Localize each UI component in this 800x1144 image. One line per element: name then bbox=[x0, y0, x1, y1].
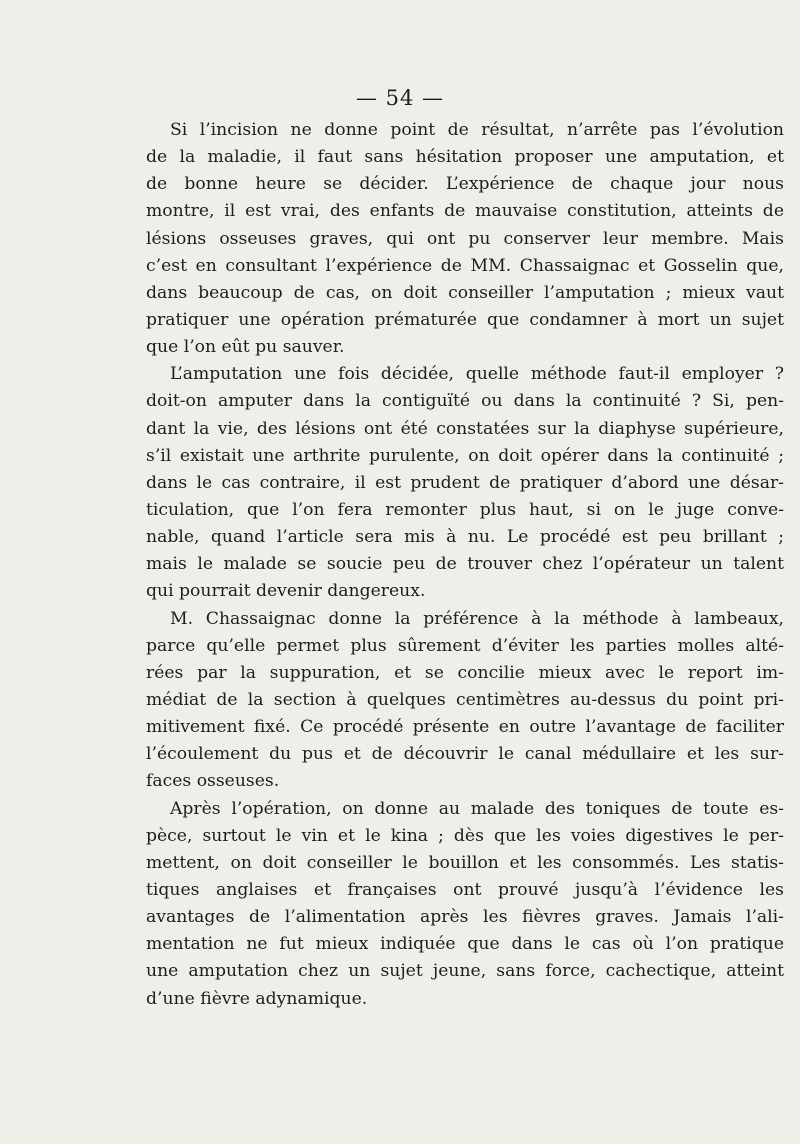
text-line: Si l’incision ne donne point de résultat, n’arrête pas l’évolution bbox=[170, 120, 784, 140]
text-line: mentation ne fut mieux indiquée que dans le cas où l’on pratique bbox=[146, 934, 784, 955]
text-line: pratiquer une opération prématurée que condamner à mort un sujet bbox=[146, 309, 784, 330]
text-line: M. Chassaignac donne la préférence à la méthode à lambeaux, bbox=[170, 608, 784, 629]
text-line: pèce, surtout le vin et le kina ; dès que les voies digestives le per- bbox=[146, 825, 784, 846]
text-line: l’écoulement du pus et de découvrir le canal médullaire et les sur- bbox=[146, 744, 784, 765]
paragraph bbox=[146, 796, 784, 1013]
text-line: nable, quand l’article sera mis à nu. Le procédé est peu brillant ; bbox=[146, 527, 784, 548]
text-line: tiques anglaises et françaises ont prouvé jusqu’à l’évidence les bbox=[146, 879, 784, 900]
text-line: d’une fièvre adynamique. bbox=[146, 988, 368, 1009]
text-line: dant la vie, des lésions ont été constatées sur la diaphyse supérieure, bbox=[146, 418, 784, 439]
text-line: une amputation chez un sujet jeune, sans force, cachectique, atteint bbox=[146, 961, 784, 982]
text-line: qui pourrait devenir dangereux. bbox=[146, 581, 426, 602]
text-line: L’amputation une fois décidée, quelle méthode faut-il employer ? bbox=[170, 364, 784, 385]
text-line: avantages de l’alimentation après les fièvres graves. Jamais l’ali- bbox=[146, 907, 784, 928]
text-line: montre, il est vrai, des enfants de mauvaise constitution, atteints de bbox=[146, 201, 784, 222]
text-line: médiat de la section à quelques centimètres au-dessus du point pri- bbox=[146, 689, 784, 710]
paragraph bbox=[146, 606, 784, 796]
text-line: mais le malade se soucie peu de trouver chez l’opérateur un talent bbox=[146, 554, 784, 575]
text-line: dans le cas contraire, il est prudent de pratiquer d’abord une désar- bbox=[146, 472, 784, 493]
body-text bbox=[146, 117, 784, 1013]
text-line: mettent, on doit conseiller le bouillon et les consommés. Les statis- bbox=[146, 852, 784, 873]
paragraph bbox=[146, 117, 784, 361]
text-line: doit-on amputer dans la contiguïté ou dans la continuité ? Si, pen- bbox=[146, 391, 784, 412]
text-line: dans beaucoup de cas, on doit conseiller l’amputation ; mieux vaut bbox=[146, 282, 784, 303]
text-line: Après l’opération, on donne au malade des toniques de toute es- bbox=[170, 798, 784, 819]
text-line: que l’on eût pu sauver. bbox=[146, 337, 345, 358]
text-line: s’il existait une arthrite purulente, on doit opérer dans la continuité ; bbox=[146, 445, 784, 466]
text-line: mitivement fixé. Ce procédé présente en outre l’avantage de faciliter bbox=[146, 717, 784, 738]
text-line: parce qu’elle permet plus sûrement d’éviter les parties molles alté- bbox=[146, 635, 784, 656]
paragraph bbox=[146, 361, 784, 605]
text-line: de bonne heure se décider. L’expérience de chaque jour nous bbox=[146, 174, 784, 195]
text-line: ticulation, que l’on fera remonter plus haut, si on le juge conve- bbox=[146, 499, 784, 520]
text-line: rées par la suppuration, et se concilie mieux avec le report im- bbox=[146, 662, 784, 683]
text-line: de la maladie, il faut sans hésitation proposer une amputation, et bbox=[146, 147, 784, 168]
text-line: faces osseuses. bbox=[146, 771, 280, 792]
text-line: c’est en consultant l’expérience de MM. Chassaignac et Gosselin que, bbox=[146, 255, 784, 276]
text-line: lésions osseuses graves, qui ont pu conserver leur membre. Mais bbox=[146, 228, 784, 249]
page-number: — 54 — bbox=[355, 86, 445, 110]
